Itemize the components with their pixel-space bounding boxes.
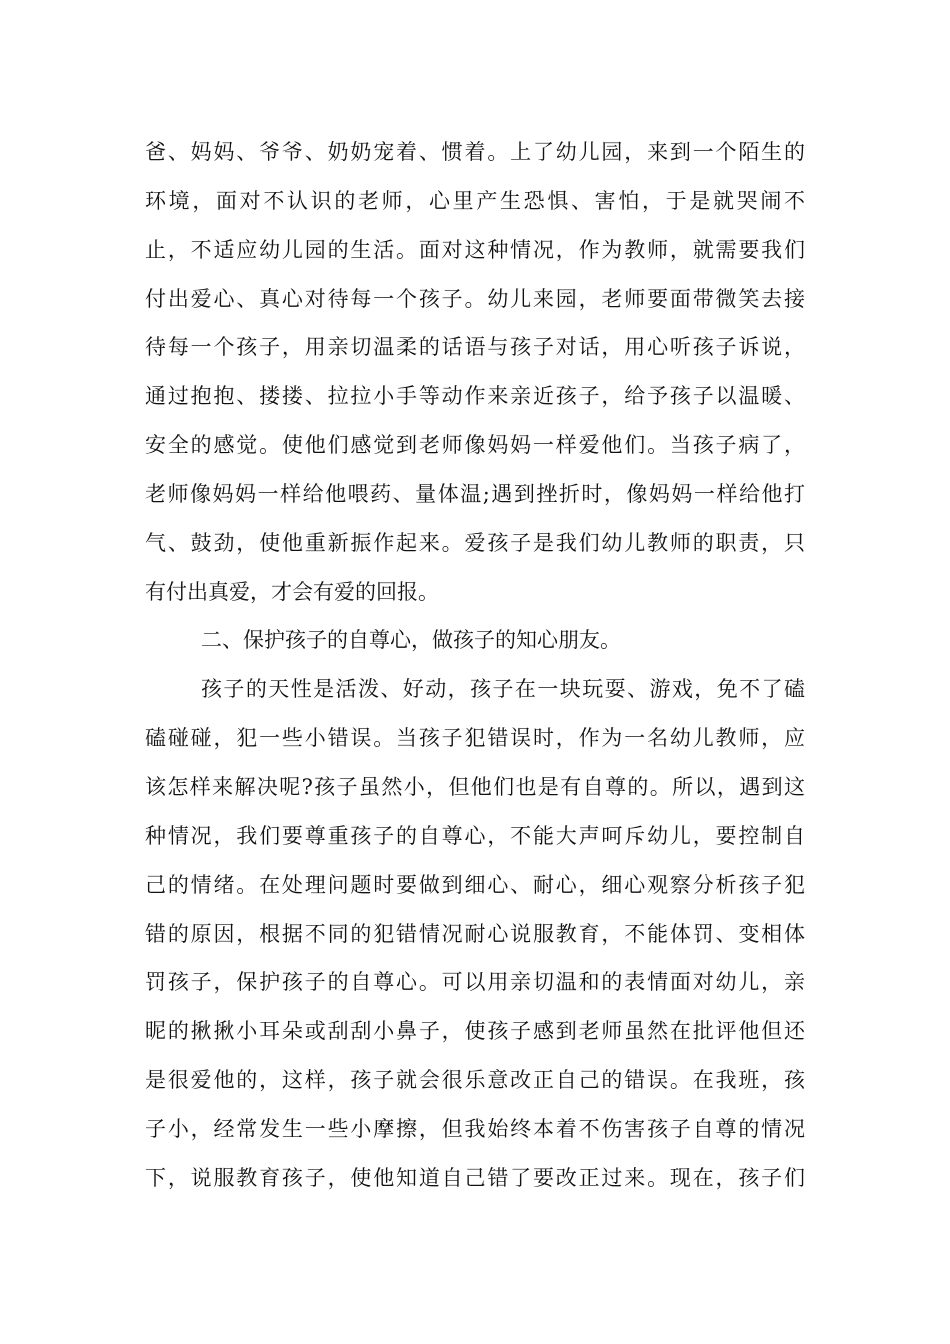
section-heading: 二、保护孩子的自尊心，做孩子的知心朋友。 xyxy=(201,628,621,653)
text-line: 错的原因，根据不同的犯错情况耐心说服教育，不能体罚、变相体 xyxy=(145,921,805,946)
text-line: 通过抱抱、搂搂、拉拉小手等动作来亲近孩子，给予孩子以温暖、 xyxy=(145,384,805,409)
text-line: 爸、妈妈、爷爷、奶奶宠着、惯着。上了幼儿园，来到一个陌生的 xyxy=(145,140,805,164)
text-line: 下，说服教育孩子，使他知道自己错了要改正过来。现在，孩子们 xyxy=(145,1165,805,1190)
text-line: 昵的揪揪小耳朵或刮刮小鼻子，使孩子感到老师虽然在批评他但还 xyxy=(145,1019,805,1044)
text-line: 子小，经常发生一些小摩擦，但我始终本着不伤害孩子自尊的情况 xyxy=(145,1116,805,1141)
text-line: 付出爱心、真心对待每一个孩子。幼儿来园，老师要面带微笑去接 xyxy=(145,286,805,311)
text-line: 种情况，我们要尊重孩子的自尊心，不能大声呵斥幼儿，要控制自 xyxy=(145,823,805,848)
text-line: 老师像妈妈一样给他喂药、量体温;遇到挫折时，像妈妈一样给他打 xyxy=(145,481,805,506)
body-text xyxy=(145,128,805,1203)
text-line: 待每一个孩子，用亲切温柔的话语与孩子对话，用心听孩子诉说， xyxy=(145,335,805,360)
text-line: 孩子的天性是活泼、好动，孩子在一块玩耍、游戏，免不了磕 xyxy=(201,677,805,702)
text-line: 该怎样来解决呢?孩子虽然小，但他们也是有自尊的。所以，遇到这 xyxy=(145,774,805,799)
text-line: 罚孩子，保护孩子的自尊心。可以用亲切温和的表情面对幼儿，亲 xyxy=(145,970,805,995)
text-line: 己的情绪。在处理问题时要做到细心、耐心，细心观察分析孩子犯 xyxy=(145,872,805,897)
text-line: 安全的感觉。使他们感觉到老师像妈妈一样爱他们。当孩子病了， xyxy=(145,433,805,458)
text-line: 是很爱他的，这样，孩子就会很乐意改正自己的错误。在我班，孩 xyxy=(145,1068,805,1093)
text-line: 磕碰碰，犯一些小错误。当孩子犯错误时，作为一名幼儿教师，应 xyxy=(145,726,805,751)
text-line: 有付出真爱，才会有爱的回报。 xyxy=(145,579,439,604)
text-line: 气、鼓劲，使他重新振作起来。爱孩子是我们幼儿教师的职责，只 xyxy=(145,530,805,555)
text-line: 环境，面对不认识的老师，心里产生恐惧、害怕，于是就哭闹不 xyxy=(145,188,805,213)
text-line: 止，不适应幼儿园的生活。面对这种情况，作为教师，就需要我们 xyxy=(145,237,805,262)
